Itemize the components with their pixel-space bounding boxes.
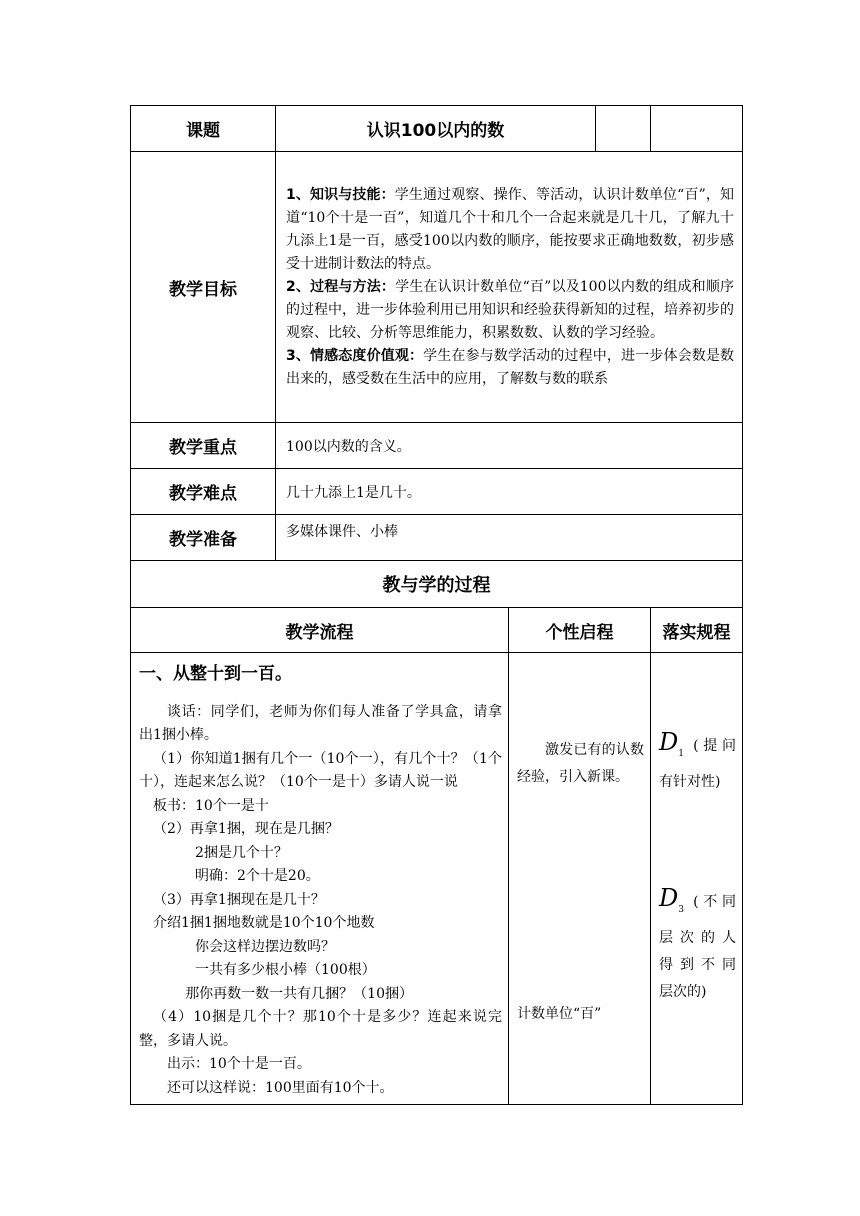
key-point-label: 教学重点: [131, 423, 276, 469]
flow-line: 出示：10个十是一百。: [167, 1056, 311, 1072]
title-blank-cell-1: [596, 106, 651, 152]
lesson-plan-table: [130, 105, 743, 1105]
flow-line: 那你再数一数一共有几捆？（10捆）: [185, 985, 414, 1002]
level-mark: [659, 728, 684, 759]
flow-line: 还可以这样说：100里面有10个十。: [167, 1079, 394, 1096]
objectives-label: 教学目标: [131, 152, 276, 423]
process-title: 教与学的过程: [131, 561, 743, 608]
preparation-label: 教学准备: [131, 515, 276, 561]
implement-column-header: 落实规程: [651, 608, 743, 653]
note-text: (不同: [693, 894, 736, 910]
note-text: 层次的人: [659, 929, 736, 946]
process-columns-row: [131, 608, 743, 653]
implementation-note: [659, 727, 736, 796]
implementation-note: [659, 883, 736, 1006]
personal-column-header: 个性启程: [509, 608, 651, 653]
flow-column-header: 教学流程: [131, 608, 509, 653]
preparation-row: [131, 515, 743, 561]
process-body-row: [131, 653, 743, 1105]
objective-text: 学生在参与数学活动的过程中，进一步体会数是数出来的，感受数在生活中的应用，了解数与数的联系: [286, 347, 735, 387]
note-text: (提问: [693, 738, 736, 754]
teaching-flow: [131, 653, 509, 1105]
objectives-row: [131, 152, 743, 423]
personal-notes: [509, 653, 651, 1105]
mark-subscript: 1: [678, 748, 684, 759]
personal-note: 激发已有的认数经验，引入新课。: [517, 742, 644, 785]
objective-item: [286, 345, 734, 391]
flow-line: 2捆是几个十？: [195, 844, 288, 861]
lesson-title: 认识100以内的数: [276, 106, 596, 152]
objective-text: 学生通过观察、操作、等活动，认识计数单位“百”，知道“10个十是一百”，知道几个十和几个一合起来就是几十几，了解九十九添上1是一百，感受100以内数的顺序，能按要求正确地数数，初步感受十进制计数法的特点。: [286, 186, 734, 272]
preparation-value: 多媒体课件、小棒: [276, 515, 743, 561]
title-row: [131, 106, 743, 152]
flow-line: （4）10捆是几个十？那10个十是多少？连起来说完整，多请人说。: [139, 1009, 502, 1049]
objective-head: 1、知识与技能：: [286, 186, 395, 203]
difficulty-row: [131, 469, 743, 515]
note-text: 层次的): [659, 983, 707, 1000]
flow-line: （1）你知道1捆有几个一（10个一），有几个十？（1个十），连起来怎么说？（10个一是十）多请人说一说: [139, 750, 502, 790]
implementation-notes: [651, 653, 743, 1105]
difficulty-label: 教学难点: [131, 469, 276, 515]
level-mark: [659, 884, 684, 915]
mark-subscript: 3: [678, 904, 684, 915]
personal-note: 计数单位“百”: [517, 1006, 602, 1022]
mark-letter: D: [659, 884, 679, 912]
key-point-row: [131, 423, 743, 469]
flow-line: 明确：2个十是20。: [195, 868, 320, 884]
note-text: 得到不同: [659, 956, 736, 973]
flow-line: 介绍1捆1捆地数就是10个10个地数: [153, 915, 375, 931]
flow-line: 板书：10个一是十: [153, 797, 269, 814]
flow-line: 你会这样边摆边数吗？: [195, 938, 335, 955]
key-point-value: 100以内数的含义。: [276, 423, 743, 469]
note-text: 有针对性): [659, 773, 721, 790]
mark-letter: D: [659, 728, 679, 756]
flow-line: （3）再拿1捆现在是几十？: [153, 891, 325, 908]
flow-line: （2）再拿1捆，现在是几捆？: [153, 821, 339, 837]
flow-line: 一共有多少根小棒（100根）: [195, 962, 376, 978]
objective-head: 3、情感态度价值观：: [286, 347, 424, 364]
objectives-content: [276, 152, 743, 423]
flow-line: 谈话：同学们，老师为你们每人准备了学具盒，请拿出1捆小棒。: [139, 703, 502, 743]
flow-section-title: 一、从整十到一百。: [139, 664, 292, 684]
objective-text: 学生在认识计数单位“百”以及100以内数的组成和顺序的过程中，进一步体验利用已用知识和经验获得新知的过程，培养初步的观察、比较、分析等思维能力，积累数数、认数的学习经验。: [286, 278, 734, 341]
objective-head: 2、过程与方法：: [286, 278, 396, 295]
objective-item: [286, 184, 734, 276]
process-title-row: [131, 561, 743, 608]
objective-item: [286, 276, 734, 345]
difficulty-value: 几十九添上1是几十。: [276, 469, 743, 515]
topic-label: 课题: [131, 106, 276, 152]
title-blank-cell-2: [651, 106, 743, 152]
